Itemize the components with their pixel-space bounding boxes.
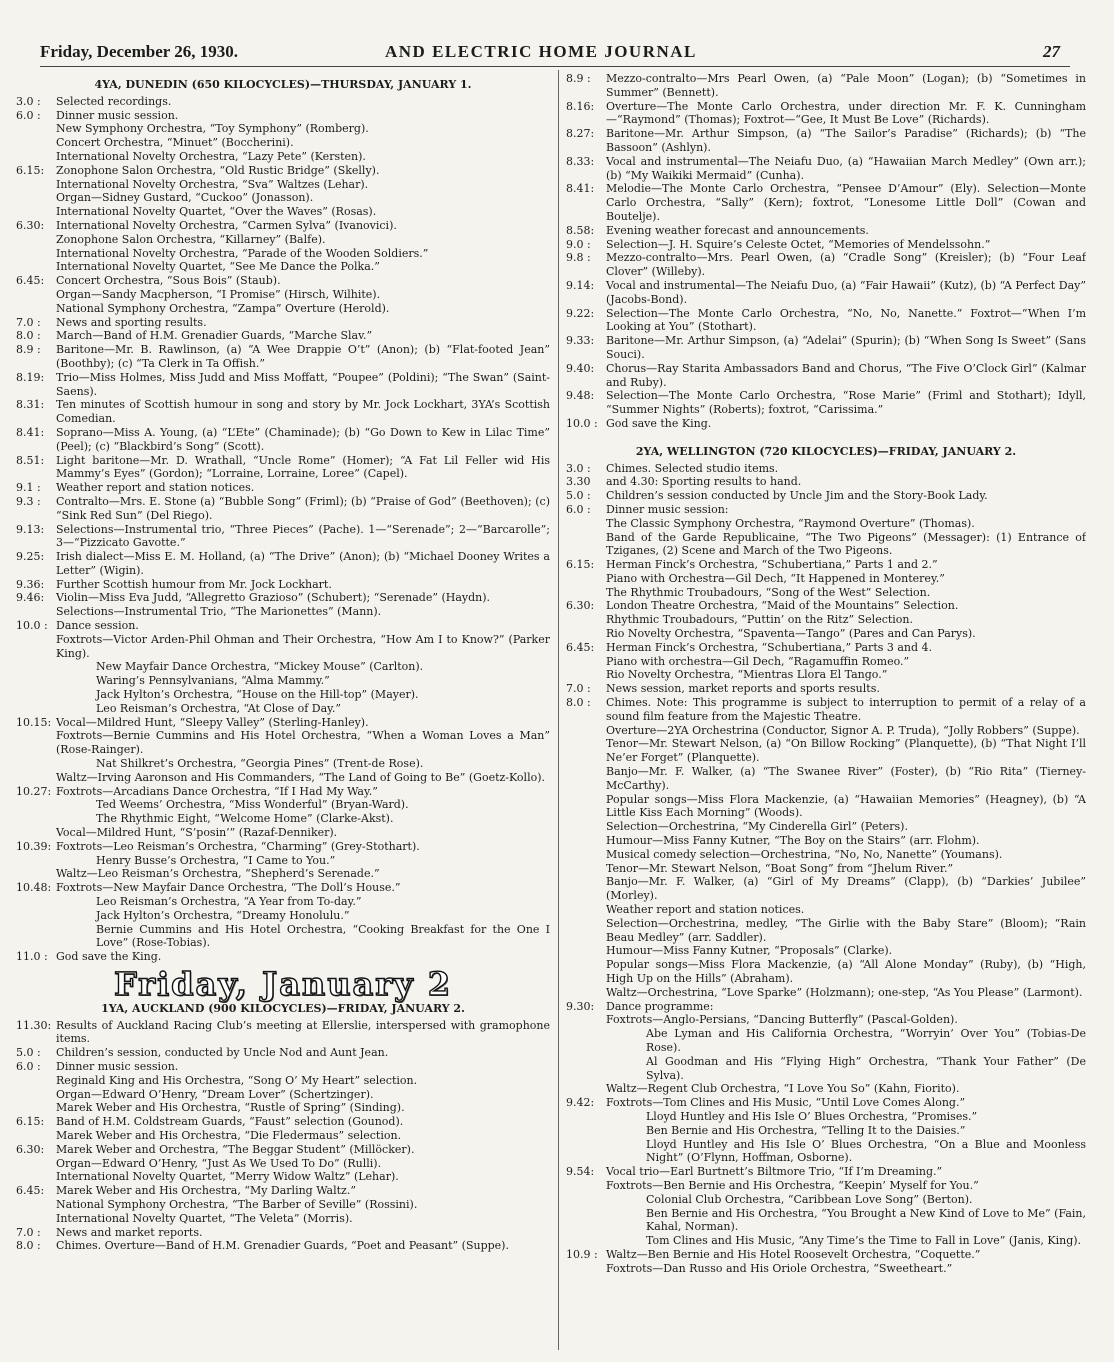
- schedule-entry: [16, 329, 550, 343]
- schedule-entry: [16, 95, 550, 109]
- entry-time: 10.27:: [16, 784, 52, 798]
- schedule-entry: [566, 417, 1086, 431]
- entry-text: Marek Weber and Orchestra, “The Beggar Student” (Millöcker). Organ—Edward O’Henry, “Just As We Used To Do” (Rulli). International Novelty Quartet, “Merry Widow Waltz” (Lehar).: [56, 1142, 415, 1184]
- schedule-entry: [566, 389, 1086, 417]
- schedule-entry: [566, 307, 1086, 335]
- schedule-entry: [566, 462, 1086, 476]
- entry-text: Herman Finck’s Orchestra, “Schubertiana,” Parts 3 and 4. Piano with orchestra—Gil Dech, “Ragamuffin Romeo.” Rio Novelty Orchestra, “Mientras Llora El Tango.”: [606, 640, 933, 682]
- schedule-entry: [566, 503, 1086, 558]
- entry-time: 10.39:: [16, 839, 52, 853]
- entry-time: 8.41:: [16, 425, 45, 439]
- entry-time: 8.41:: [566, 182, 595, 196]
- schedule-entry: [16, 881, 550, 950]
- entry-text: Dinner music session. Reginald King and His Orchestra, “Song O’ My Heart” selection. Organ—Edward O’Henry, “Dream Lover” (Schertzinger). Marek Weber and His Orchestra, “Rustle of Spring” (Sinding).: [56, 1059, 418, 1115]
- schedule-entry: [16, 454, 550, 482]
- entry-time: 8.16:: [566, 99, 595, 113]
- schedule-entry: [566, 182, 1086, 223]
- entry-text: News and sporting results.: [56, 315, 207, 329]
- schedule-entry: [566, 696, 1086, 1000]
- entry-time: 5.0 :: [16, 1046, 41, 1060]
- entry-time: 6.30:: [16, 218, 45, 232]
- left-column: [16, 72, 550, 1253]
- schedule-entry: [566, 334, 1086, 362]
- entry-text: Violin—Miss Eva Judd, “Allegretto Grazioso” (Schubert); “Serenade” (Haydn). Selections—Instrumental Trio, “The Marionettes” (Mann).: [56, 591, 491, 619]
- entry-text: Results of Auckland Racing Club’s meeting at Ellerslie, interspersed with gramophone items.: [56, 1018, 550, 1046]
- entry-time: 6.0 :: [566, 502, 591, 516]
- schedule-entry: [566, 279, 1086, 307]
- schedule-entry: [566, 1248, 1086, 1276]
- entry-time: 8.0 :: [16, 1239, 41, 1253]
- entry-time: 9.46:: [16, 591, 45, 605]
- schedule-entry: [566, 641, 1086, 682]
- day-heading: Friday, January 2: [113, 965, 453, 1003]
- entry-time: 8.31:: [16, 398, 45, 412]
- entry-text: Weather report and station notices.: [56, 481, 255, 495]
- schedule-entry: [16, 495, 550, 523]
- entry-time: 6.45:: [16, 274, 45, 288]
- entry-text: Mezzo-contralto—Mrs. Pearl Owen, (a) “Cradle Song” (Kreisler); (b) “Four Leaf Clover” (Willeby).: [606, 251, 1086, 279]
- entry-text: Irish dialect—Miss E. M. Holland, (a) “The Drive” (Anon); (b) “Michael Dooney Writes a Letter” (Wigin).: [56, 550, 550, 577]
- schedule-entry: [16, 1046, 550, 1060]
- entry-time: 6.0 :: [16, 1059, 41, 1073]
- entry-text: Trio—Miss Holmes, Miss Judd and Miss Moffatt, “Poupee” (Poldini); “The Swan” (Saint-Saens).: [56, 370, 550, 398]
- schedule-entry: [16, 316, 550, 330]
- entry-time: 9.42:: [566, 1096, 595, 1110]
- entry-text: News and market reports.: [56, 1225, 203, 1239]
- entry-text: Vocal and instrumental—The Neiafu Duo, (a) “Fair Hawaii” (Kutz), (b) “A Perfect Day” (Jacobs-Bond).: [606, 278, 1086, 306]
- entry-time: 8.0 :: [16, 329, 41, 343]
- schedule-entry: [16, 550, 550, 578]
- schedule-entry: [16, 371, 550, 399]
- entry-time: 9.8 :: [566, 251, 591, 265]
- schedule-entry: [566, 1096, 1086, 1165]
- entry-text: Herman Finck’s Orchestra, “Schubertiana,” Parts 1 and 2.” Piano with Orchestra—Gil Dech, “It Happened in Monterey.” The Rhythmic Troubadours, “Song of the West” Selection.: [606, 558, 945, 599]
- entry-time: 9.25:: [16, 550, 45, 564]
- schedule-4ya: [16, 95, 550, 964]
- schedule-entry: [16, 785, 550, 840]
- entry-time: 6.0 :: [16, 108, 41, 122]
- schedule-entry: [16, 950, 550, 964]
- entry-text: Selected recordings.: [56, 94, 172, 108]
- entry-text: Selection—J. H. Squire’s Celeste Octet, “Memories of Mendelssohn.”: [606, 237, 991, 251]
- entry-time: 10.0 :: [566, 416, 598, 430]
- entry-time: 9.1 :: [16, 481, 41, 495]
- entry-time: 11.0 :: [16, 950, 48, 964]
- entry-time: 9.0 :: [566, 237, 591, 251]
- entry-text: and 4.30: Sporting results to hand.: [606, 475, 802, 489]
- entry-text: Ten minutes of Scottish humour in song and story by Mr. Jock Lockhart, 3YA’s Scottish Comedian.: [56, 398, 550, 426]
- entry-text: Soprano—Miss A. Young, (a) “L’Ete” (Chaminade); (b) “Go Down to Kew in Lilac Time” (Peel); (c) “Blackbird’s Song” (Scott).: [56, 425, 550, 453]
- schedule-entry: [16, 578, 550, 592]
- entry-time: 10.0 :: [16, 619, 48, 633]
- entry-text: Baritone—Mr. B. Rawlinson, (a) “A Wee Drappie O’t” (Anon); (b) “Flat-footed Jean” (Boothby); (c) “Ta Clerk in Ta Offish.”: [56, 343, 550, 370]
- entry-text: Baritone—Mr. Arthur Simpson, (a) “Adelai” (Spurin); (b) “When Song Is Sweet” (Sans Souci).: [606, 334, 1086, 361]
- entry-time: 6.30:: [16, 1142, 45, 1156]
- entry-time: 6.15:: [16, 163, 45, 177]
- entry-time: 9.14:: [566, 278, 595, 292]
- schedule-entry: [566, 489, 1086, 503]
- schedule-entry: [566, 599, 1086, 640]
- schedule-entry: [16, 219, 550, 274]
- entry-text: News session, market reports and sports results.: [606, 682, 880, 696]
- entry-time: 9.13:: [16, 522, 45, 536]
- schedule-entry: [16, 398, 550, 426]
- entry-text: Foxtrots—Arcadians Dance Orchestra, “If I Had My Way.” Ted Weems’ Orchestra, “Miss Wonderful” (Bryan-Ward). The Rhythmic Eight, “Welcome Home” (Clarke-Akst). Vocal—Mildred Hunt, “S’posin’” (Razaf-Denniker).: [56, 784, 409, 840]
- entry-text: Selection—The Monte Carlo Orchestra, “No, No, Nanette.” Foxtrot—“When I’m Looking at You” (Stothart).: [606, 306, 1086, 334]
- entry-text: Vocal and instrumental—The Neiafu Duo, (a) “Hawaiian March Medley” (Own arr.); (b) “My Waikiki Mermaid” (Cunha).: [606, 154, 1086, 182]
- entry-time: 9.36:: [16, 577, 45, 591]
- column-divider: [558, 70, 559, 1350]
- schedule-entry: [16, 426, 550, 454]
- entry-time: 8.0 :: [566, 696, 591, 710]
- entry-time: 5.0 :: [566, 489, 591, 503]
- schedule-entry: [566, 475, 1086, 489]
- schedule-entry: [566, 362, 1086, 390]
- entry-text: Evening weather forecast and announcements.: [606, 223, 869, 237]
- schedule-entry: [16, 523, 550, 551]
- entry-text: Vocal—Mildred Hunt, “Sleepy Valley” (Sterling-Hanley). Foxtrots—Bernie Cummins and His Hotel Orchestra, “When a Woman Loves a Man” (Rose-Rainger). Nat Shilkret’s Orchestra, “Georgia Pines” (Trent-de Rose). Waltz—Irving Aaronson and His Commanders, “The Land of Going to Be” (Goetz-Kollo).: [56, 715, 550, 784]
- entry-time: 7.0 :: [566, 682, 591, 696]
- entry-time: 8.33:: [566, 154, 595, 168]
- schedule-1ya: [16, 1019, 550, 1254]
- entry-text: Zonophone Salon Orchestra, “Old Rustic Bridge” (Skelly). International Novelty Orchestra, “Sva” Waltzes (Lehar). Organ—Sidney Gustard, “Cuckoo” (Jonasson). International Novelty Quartet, “Over the Waves” (Rosas).: [56, 163, 380, 219]
- entry-text: Dance session. Foxtrots—Victor Arden-Phil Ohman and Their Orchestra, “How Am I to Know?” (Parker King). New Mayfair Dance Orchestra, “Mickey Mouse” (Carlton). Waring’s Pennsylvanians, “Alma Mammy.” Jack Hylton’s Orchestra, “House on the Hill-top” (Mayer). Leo Reisman’s Orchestra, “At Close of Day.”: [56, 619, 550, 715]
- entry-text: Further Scottish humour from Mr. Jock Lockhart.: [56, 577, 332, 591]
- schedule-entry: [16, 619, 550, 716]
- schedule-entry: [16, 591, 550, 619]
- entry-text: Chimes. Selected studio items.: [606, 461, 779, 475]
- entry-time: 10.9 :: [566, 1247, 598, 1261]
- schedule-entry: [566, 251, 1086, 279]
- schedule-entry: [566, 224, 1086, 238]
- entry-text: Children’s session, conducted by Uncle Nod and Aunt Jean.: [56, 1046, 389, 1060]
- entry-time: 7.0 :: [16, 315, 41, 329]
- entry-text: Foxtrots—Leo Reisman’s Orchestra, “Charming” (Grey-Stothart). Henry Busse’s Orchestra, “I Came to You.” Waltz—Leo Reisman’s Orchestra, “Shepherd’s Serenade.”: [56, 839, 420, 881]
- entry-time: 6.15:: [566, 558, 595, 572]
- schedule-entry: [16, 164, 550, 219]
- schedule-entry: [16, 343, 550, 371]
- entry-time: 8.51:: [16, 453, 45, 467]
- page-header: [40, 40, 1070, 67]
- schedule-entry: [16, 1143, 550, 1184]
- entry-time: 6.30:: [566, 599, 595, 613]
- entry-time: 6.45:: [16, 1184, 45, 1198]
- entry-text: Melodie—The Monte Carlo Orchestra, “Pensee D’Amour” (Ely). Selection—Monte Carlo Orchestra, “Sally” (Kern); foxtrot, “Lonesome Little Doll” (Cowan and Boutelje).: [606, 182, 1086, 223]
- header-journal-title: AND ELECTRIC HOME JOURNAL: [385, 42, 697, 61]
- schedule-entry: [566, 238, 1086, 252]
- schedule-entry: [566, 100, 1086, 128]
- entry-text: Children’s session conducted by Uncle Jim and the Story-Book Lady.: [606, 489, 988, 503]
- entry-text: Band of H.M. Coldstream Guards, “Faust” selection (Gounod). Marek Weber and His Orchestra, “Die Fledermaus” selection.: [56, 1115, 404, 1142]
- entry-text: Waltz—Ben Bernie and His Hotel Roosevelt Orchestra, “Coquette.” Foxtrots—Dan Russo and His Oriole Orchestra, “Sweetheart.”: [606, 1247, 981, 1275]
- entry-time: 9.30:: [566, 999, 595, 1013]
- schedule-entry: [566, 155, 1086, 183]
- schedule-entry: [566, 1000, 1086, 1097]
- header-date: Friday, December 26, 1930.: [40, 42, 238, 61]
- schedule-entry: [566, 558, 1086, 599]
- entry-text: Chorus—Ray Starita Ambassadors Band and Chorus, “The Five O’Clock Girl” (Kalmar and Ruby).: [606, 361, 1086, 389]
- section-title-2ya: 2YA, WELLINGTON (720 KILOCYCLES)—FRIDAY, JANUARY 2.: [635, 444, 1017, 458]
- entry-time: 8.27:: [566, 127, 595, 141]
- entry-time: 9.48:: [566, 389, 595, 403]
- entry-text: March—Band of H.M. Grenadier Guards, “Marche Slav.”: [56, 329, 373, 343]
- header-page-number: 27: [1043, 42, 1060, 61]
- entry-text: Contralto—Mrs. E. Stone (a) “Bubble Song” (Friml); (b) “Praise of God” (Beethoven); (c) “Sink Red Sun” (Del Riego).: [56, 494, 550, 522]
- schedule-entry: [16, 1239, 550, 1253]
- entry-text: Baritone—Mr. Arthur Simpson, (a) “The Sailor’s Paradise” (Richards); (b) “The Bassoon” (Ashlyn).: [606, 127, 1086, 154]
- entry-time: 9.33:: [566, 334, 595, 348]
- entry-time: 7.0 :: [16, 1225, 41, 1239]
- schedule-entry: [566, 1165, 1086, 1248]
- entry-text: Concert Orchestra, “Sous Bois” (Staub). Organ—Sandy Macpherson, “I Promise” (Hirsch, Wilhite). National Symphony Orchestra, “Zampa” Overture (Herold).: [56, 274, 390, 315]
- entry-time: 10.15:: [16, 715, 52, 729]
- entry-time: 6.15:: [16, 1115, 45, 1129]
- schedule-entry: [16, 1060, 550, 1115]
- entry-time: 8.9 :: [16, 343, 41, 357]
- entry-time: 3.30: [566, 475, 591, 489]
- entry-time: 3.0 :: [566, 461, 591, 475]
- schedule-entry: [566, 682, 1086, 696]
- schedule-entry: [566, 127, 1086, 155]
- entry-time: 3.0 :: [16, 94, 41, 108]
- entry-time: 11.30:: [16, 1018, 52, 1032]
- entry-text: Foxtrots—New Mayfair Dance Orchestra, “The Doll’s House.” Leo Reisman’s Orchestra, “A Year from To-day.” Jack Hylton’s Orchestra, “Dreamy Honolulu.” Bernie Cummins and His Hotel Orchestra, “Cooking Breakfast for the One I Love” (Rose-Tobias).: [56, 881, 550, 950]
- entry-text: International Novelty Orchestra, “Carmen Sylva” (Ivanovici). Zonophone Salon Orchestra, “Killarney” (Balfe). International Novelty Orchestra, “Parade of the Wooden Soldiers.” International Novelty Quartet, “See Me Dance the Polka.”: [56, 218, 429, 274]
- entry-text: Mezzo-contralto—Mrs Pearl Owen, (a) “Pale Moon” (Logan); (b) “Sometimes in Summer” (Bennett).: [606, 72, 1086, 99]
- entry-text: God save the King.: [606, 416, 712, 430]
- entry-time: 9.3 :: [16, 494, 41, 508]
- entry-text: Foxtrots—Tom Clines and His Music, “Until Love Comes Along.” Lloyd Huntley and His Isle O’ Blues Orchestra, “Promises.” Ben Bernie and His Orchestra, “Telling It to the Daisies.” Lloyd Huntley and His Isle O’ Blues Orchestra, “On a Blue and Moonless Night” (O’Flynn, Hoffman, Osborne).: [606, 1096, 1086, 1165]
- entry-time: 8.9 :: [566, 72, 591, 85]
- entry-text: God save the King.: [56, 950, 162, 964]
- entry-text: Dinner music session. New Symphony Orchestra, “Toy Symphony” (Romberg). Concert Orchestra, “Minuet” (Boccherini). International Novelty Orchestra, “Lazy Pete” (Kersten).: [56, 108, 369, 163]
- schedule-entry: [16, 716, 550, 785]
- schedule-1ya-continued: [566, 72, 1086, 431]
- section-title-1ya: 1YA, AUCKLAND (900 KILOCYCLES)—FRIDAY, JANUARY 2.: [101, 1001, 465, 1015]
- schedule-entry: [16, 1019, 550, 1047]
- schedule-2ya: [566, 462, 1086, 1276]
- entry-text: Chimes. Note: This programme is subject to interruption to permit of a relay of a sound film feature from the Majestic Theatre. Overture—2YA Orchestrina (Conductor, Signor A. P. Truda), “Jolly Robbers” (Suppe). Tenor—Mr. Stewart Nelson, (a) “On Billow Rocking” (Planquette), (b) “That Night I’ll Ne’er Forget” (Planquette). Banjo—Mr. F. Walker, (a) “The Swanee River” (Foster), (b) “Rio Rita” (Tierney-McCarthy). Popular songs—Miss Flora Mackenzie, (a) “Hawaiian Memories” (Heagney), (b) “A Little Kiss Each Morning” (Woods). Selection—Orchestrina, “My Cinderella Girl” (Peters). Humour—Miss Fanny Kutner, “The Boy on the Stairs” (arr. Flohm). Musical comedy selection—Orchestrina, “No, No, Nanette” (Youmans). Tenor—Mr. Stewart Nelson, “Boat Song” from “Jhelum River.” Banjo—Mr. F. Walker, (a) “Girl of My Dreams” (Clapp), (b) “Darkies’ Jubilee” (Morley). Weather report and station notices. Selection—Orchestrina, medley, “The Girlie with the Baby Stare” (Bloom); “Rain Beau Medley” (arr. Saddler). Humour—Miss Fanny Kutner, “Proposals” (Clarke). Popular songs—Miss Flora Mackenzie, (a) “All Alone Monday” (Ruby), (b) “High, High Up on the Hills” (Abraham). Waltz—Orchestrina, “Love Sparke” (Holzmann); one-step, “As You Please” (Larmont).: [606, 696, 1086, 999]
- schedule-entry: [16, 1226, 550, 1240]
- schedule-entry: [16, 1184, 550, 1225]
- entry-text: Vocal trio—Earl Burtnett’s Biltmore Trio, “If I’m Dreaming.” Foxtrots—Ben Bernie and His Orchestra, “Keepin’ Myself for You.” Colonial Club Orchestra, “Caribbean Love Song” (Berton). Ben Bernie and His Orchestra, “You Brought a New Kind of Love to Me” (Fain, Kahal, Norman). Tom Clines and His Music, “Any Time’s the Time to Fall in Love” (Janis, King).: [606, 1165, 1086, 1248]
- entry-time: 8.19:: [16, 370, 45, 384]
- schedule-entry: [16, 481, 550, 495]
- schedule-entry: [16, 274, 550, 315]
- entry-time: 6.45:: [566, 640, 595, 654]
- schedule-entry: [566, 72, 1086, 100]
- entry-text: Overture—The Monte Carlo Orchestra, under direction Mr. F. K. Cunningham—“Raymond” (Thomas); Foxtrot—“Gee, It Must Be Love” (Richards).: [606, 99, 1086, 127]
- entry-text: Selections—Instrumental trio, “Three Pieces” (Pache). 1—“Serenade”; 2—“Barcarolle”; 3—“Pizzicato Gavotte.”: [56, 522, 550, 550]
- entry-text: Dinner music session: The Classic Symphony Orchestra, “Raymond Overture” (Thomas). Band of the Garde Republicaine, “The Two Pigeons” (Messager): (1) Entrance of Tziganes, (2) Scene and March of the Two Pigeons.: [606, 502, 1086, 558]
- entry-text: Light baritone—Mr. D. Wrathall, “Uncle Rome” (Homer); “A Fat Lil Feller wid His Mammy’s Eyes” (Gordon); “Lorraine, Lorraine, Loree” (Capel).: [56, 453, 550, 481]
- schedule-entry: [16, 109, 550, 164]
- entry-time: 9.22:: [566, 306, 595, 320]
- schedule-entry: [16, 1115, 550, 1143]
- entry-text: London Theatre Orchestra, “Maid of the Mountains” Selection. Rhythmic Troubadours, “Puttin’ on the Ritz” Selection. Rio Novelty Orchestra, “Spaventa—Tango” (Pares and Can Parys).: [606, 599, 976, 641]
- section-title-4ya: 4YA, DUNEDIN (650 KILOCYCLES)—THURSDAY, JANUARY 1.: [94, 78, 472, 91]
- schedule-entry: [16, 840, 550, 881]
- entry-text: Dance programme: Foxtrots—Anglo-Persians, “Dancing Butterfly” (Pascal-Golden). Abe Lyman and His California Orchestra, “Worryin’ Over You” (Tobias-De Rose). Al Goodman and His “Flying High” Orchestra, “Thank Your Father” (De Sylva). Waltz—Regent Club Orchestra, “I Love You So” (Kahn, Fiorito).: [606, 999, 1086, 1096]
- entry-text: Chimes. Overture—Band of H.M. Grenadier Guards, “Poet and Peasant” (Suppe).: [56, 1239, 509, 1253]
- entry-time: 8.58:: [566, 223, 595, 237]
- entry-time: 9.54:: [566, 1165, 595, 1179]
- entry-time: 10.48:: [16, 881, 52, 895]
- right-column: [566, 72, 1086, 1276]
- entry-text: Selection—The Monte Carlo Orchestra, “Rose Marie” (Friml and Stothart); Idyll, “Summer Nights” (Roberts); foxtrot, “Carissima.”: [606, 389, 1086, 417]
- entry-text: Marek Weber and His Orchestra, “My Darling Waltz.” National Symphony Orchestra, “The Barber of Seville” (Rossini). International Novelty Quartet, “The Veleta” (Morris).: [56, 1184, 418, 1225]
- entry-time: 9.40:: [566, 361, 595, 375]
